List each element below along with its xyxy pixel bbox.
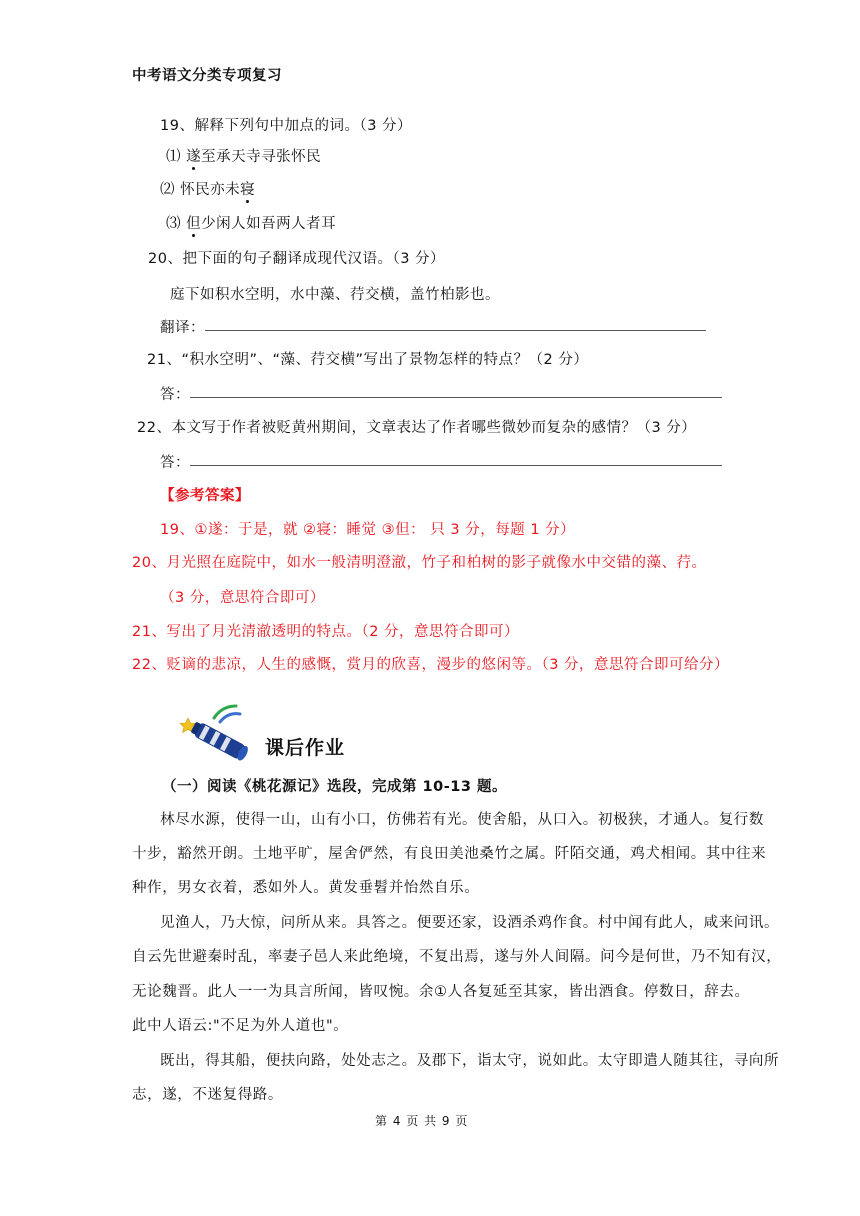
answer-line: [190, 397, 722, 398]
question-19-item-2: [160, 178, 255, 199]
question-22-answer-label: 答：: [160, 455, 190, 471]
item-text-after: 至承天寺寻张怀民: [201, 149, 322, 165]
answer-21: 21、写出了月光清澈透明的特点。（2 分，意思符合即可）: [132, 624, 520, 640]
passage-line: 自云先世避秦时乱，率妻子邑人来此绝境，不复出焉，遂与外人间隔。问今是何世，乃不知有汉，: [132, 949, 782, 965]
page-header-title: 中考语文分类专项复习: [132, 68, 282, 84]
answer-line: [190, 465, 722, 466]
question-20-answer-label: 翻译：: [160, 320, 205, 336]
item-text-after: 少闲人如吾两人者耳: [201, 216, 337, 232]
page-footer: 第 4 页 共 9 页: [375, 1114, 469, 1128]
question-21-answer-label: 答：: [160, 387, 190, 403]
answer-22: 22、贬谪的悲凉，人生的感慨，赏月的欣喜，漫步的悠闲等。（3 分，意思符合即可给分）: [132, 657, 730, 673]
dotted-word: 但: [186, 212, 201, 233]
dotted-word: 寝: [240, 178, 255, 199]
homework-title: 课后作业: [265, 737, 346, 759]
question-19-item-3: [166, 212, 336, 233]
passage-line: 见渔人，乃大惊，问所从来。具答之。便要还家，设酒杀鸡作食。村中闻有此人，咸来问讯。: [160, 915, 780, 931]
dotted-word: 遂: [186, 145, 201, 166]
passage-line: 此中人语云:"不足为外人道也"。: [132, 1018, 349, 1034]
question-20-sentence: 庭下如积水空明，水中藻、荇交横，盖竹柏影也。: [170, 287, 500, 303]
question-19-item-1: [166, 145, 321, 166]
passage-line: 种作，男女衣着，悉如外人。黄发垂髫并怡然自乐。: [132, 880, 480, 896]
question-22: 22、本文写于作者被贬黄州期间，文章表达了作者哪些微妙而复杂的感情？（3 分）: [137, 420, 697, 436]
passage-line: 既出，得其船，便扶向路，处处志之。及郡下，诣太守，说如此。太守即遣人随其往，寻向所: [160, 1053, 780, 1069]
answer-20-note: （3 分，意思符合即可）: [160, 590, 325, 606]
question-20: 20、把下面的句子翻译成现代汉语。（3 分）: [148, 251, 446, 267]
telescope-star-icon: [178, 700, 258, 762]
passage-line: 无论魏晋。此人一一为具言所闻，皆叹惋。余①人各复延至其家，皆出酒食。停数日，辞去。: [132, 984, 750, 1000]
passage-line: 志，遂，不迷复得路。: [132, 1087, 283, 1103]
item-number: ⑶: [166, 216, 181, 232]
answer-heading: 【参考答案】: [160, 488, 250, 504]
homework-section-title: （一）阅读《桃花源记》选段，完成第 10-13 题。: [162, 779, 507, 795]
item-text-before: 怀民亦未: [180, 182, 241, 198]
answer-19: 19、①遂：于是，就 ②寝：睡觉 ③但： 只 3 分，每题 1 分）: [160, 522, 576, 538]
answer-20: 20、月光照在庭院中，如水一般清明澄澈，竹子和柏树的影子就像水中交错的藻、荇。: [132, 555, 707, 571]
item-number: ⑵: [160, 182, 175, 198]
item-number: ⑴: [166, 149, 181, 165]
question-21: 21、“积水空明”、“藻、荇交横”写出了景物怎样的特点？（2 分）: [147, 352, 589, 368]
passage-line: 十步，豁然开朗。土地平旷，屋舍俨然，有良田美池桑竹之属。阡陌交通，鸡犬相闻。其中往来: [132, 846, 767, 862]
answer-line: [205, 330, 706, 331]
question-19: 19、解释下列句中加点的词。（3 分）: [160, 118, 413, 134]
passage-line: 林尽水源，使得一山，山有小口，仿佛若有光。使舍船，从口入。初极狭，才通人。复行数: [160, 812, 764, 828]
